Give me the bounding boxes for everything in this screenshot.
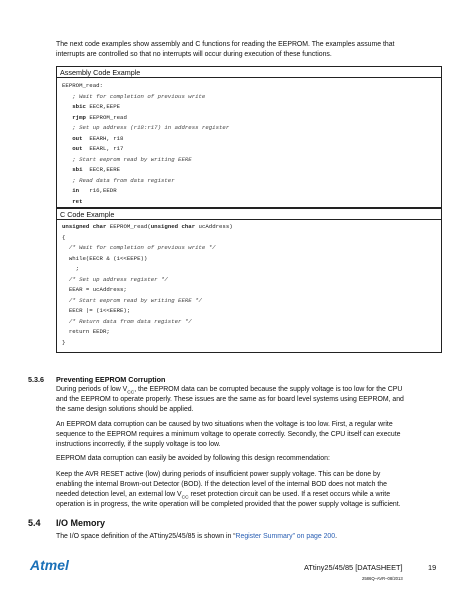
c-code-line: unsigned char EEPROM_read(unsigned char ucAddress) <box>62 223 233 230</box>
paragraph-line: operation is in progress, the write operation will be completed provided that the power supply voltage is sufficient. <box>56 500 401 508</box>
assembly-line: EEPROM_read: <box>62 82 103 89</box>
paragraph-line: instructions incorrectly, if the supply voltage is too low. <box>56 440 221 448</box>
c-code-line: { <box>62 233 66 241</box>
assembly-line: sbic EECR,EEPE <box>72 103 121 110</box>
doc-title: ATtiny25/45/85 [DATASHEET] <box>304 563 403 572</box>
paragraph-line: Keep the AVR RESET active (low) during periods of insufficient power supply voltage. This can be done by <box>56 471 381 478</box>
assembly-example-title: Assembly Code Example <box>56 66 442 78</box>
assembly-line: out EEARH, r18 <box>72 134 124 142</box>
c-example-title: C Code Example <box>56 208 442 220</box>
c-code-line: while(EECR & (1<<EEPE)) <box>62 254 148 262</box>
assembly-line: ; Start eeprom read by writing EERE <box>62 155 192 163</box>
c-code-box <box>56 219 442 353</box>
paragraph-line: An EEPROM data corruption can be caused by two situations when the voltage is too low. First, a regular write <box>56 421 393 428</box>
c-code-line: /* Set up address register */ <box>68 275 168 283</box>
paragraph-line: sequence to the EEPROM requires a minimum voltage to operate correctly. Secondly, the CPU itself can execute <box>56 430 401 438</box>
assembly-line: ret <box>72 197 83 205</box>
assembly-line: in r16,EEDR <box>72 187 117 194</box>
intro-paragraph <box>56 40 442 60</box>
c-code-line: return EEDR; <box>62 328 110 335</box>
paragraph-line: enabling the internal Brown-out Detector (BOD). If the detection level of the internal BOD does not match the <box>56 480 387 488</box>
paragraph-text: . <box>335 533 338 540</box>
page-number: 19 <box>428 563 437 572</box>
paragraph-text: The I/O space definition of the ATtiny25/45/85 is shown in “ <box>56 533 236 540</box>
atmel-logo: Atmel <box>30 557 69 573</box>
register-summary-link[interactable]: Register Summary” on page 200 <box>235 533 336 540</box>
paragraph-line: and the EEPROM to operate properly. These issues are the same as for board level systems using EEPROM, and <box>56 395 404 403</box>
c-code-line: } <box>62 338 66 346</box>
c-code-line: /* Wait for completion of previous write */ <box>68 244 216 251</box>
c-code-line: EEAR = ucAddress; <box>62 286 127 293</box>
assembly-code-box <box>56 77 442 208</box>
assembly-line: ; Read data from data register <box>62 176 175 184</box>
paragraph-line: EEPROM data corruption can easily be avoided by following this design recommendation: <box>56 455 330 462</box>
c-code <box>62 222 233 348</box>
section-number: 5.4 <box>28 518 41 528</box>
assembly-line: ; Wait for completion of previous write <box>62 92 206 100</box>
section-title: I/O Memory <box>56 518 106 528</box>
paragraph-line: the same design solutions should be applied. <box>56 405 194 413</box>
c-code-line: EECR |= (1<<EERE); <box>62 307 131 314</box>
intro-line: interrupts are controlled so that no interrupts will occur during execution of these functions. <box>56 50 332 58</box>
section-number: 5.3.6 <box>28 375 44 384</box>
section-title: Preventing EEPROM Corruption <box>56 375 166 384</box>
assembly-line: ; Set up address (r18:r17) in address register <box>62 124 230 131</box>
assembly-code <box>62 81 229 207</box>
corruption-paragraph-4 <box>56 470 442 510</box>
paragraph-line: needed detection level, an external low $V_{CC}$ reset protection circuit can be used. If a reset occurs while a write <box>56 490 391 501</box>
c-code-line: /* Return data from data register */ <box>68 317 192 325</box>
corruption-paragraph-1 <box>56 385 442 415</box>
corruption-paragraph-2 <box>56 420 442 450</box>
paragraph-line: During periods of low $V_{CC}$, the EEPROM data can be corrupted because the supply voltage is too low for the CPU <box>56 386 403 396</box>
assembly-line: sbi EECR,EERE <box>72 166 121 173</box>
c-code-line: ; <box>62 265 80 272</box>
assembly-line: out EEARL, r17 <box>72 145 124 152</box>
io-memory-paragraph <box>56 532 442 542</box>
corruption-paragraph-3 <box>56 454 442 464</box>
assembly-line: rjmp EEPROM_read <box>72 113 127 121</box>
intro-line: The next code examples show assembly and C functions for reading the EEPROM. The examples assume that <box>56 41 395 48</box>
doc-id: 2586Q–AVR–08/2013 <box>362 576 403 581</box>
c-code-line: /* Start eeprom read by writing EERE */ <box>68 296 202 304</box>
